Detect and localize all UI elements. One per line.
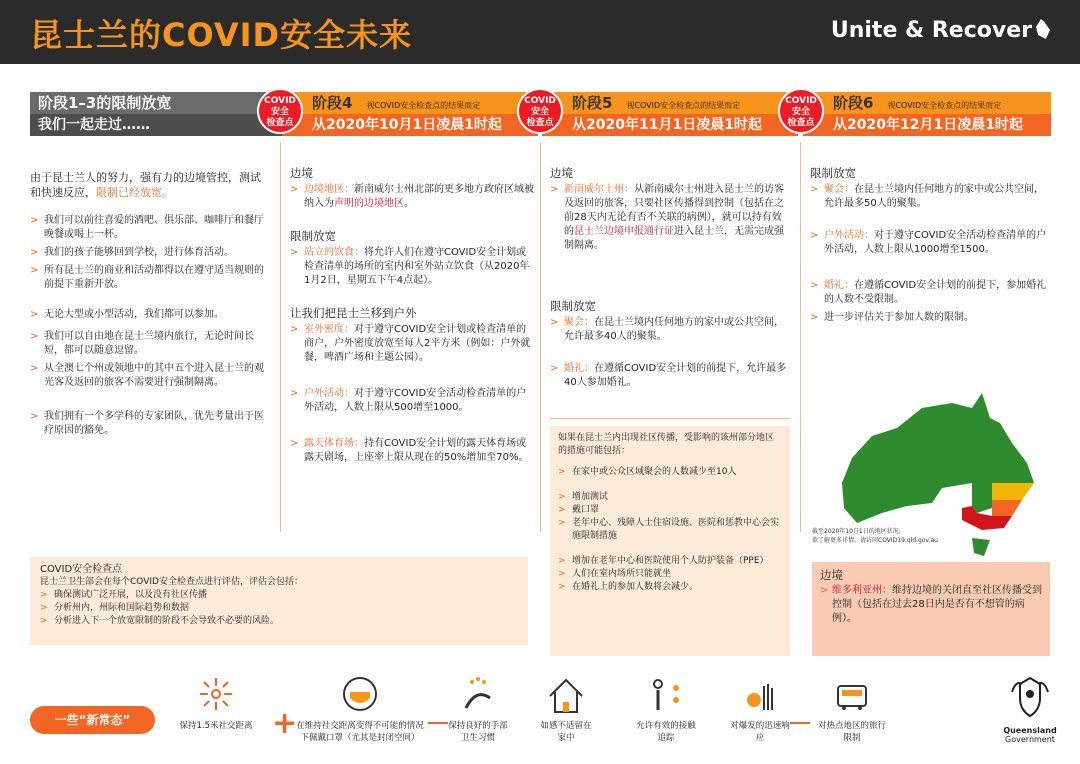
queensland-map-icon xyxy=(1036,19,1050,39)
list-item: > 户外活动：对于遵守COVID安全活动检查清单的户外活动，人数上限从1000增至1500。 xyxy=(810,229,1050,257)
community-spread-box xyxy=(550,426,790,656)
list-item: > 婚礼：在遵循COVID安全计划的前提下，允许最多40人参加婚礼。 xyxy=(550,362,790,390)
box-intro: 如果在昆士兰内出现社区传播，受影响的该州部分地区的措施可能包括： xyxy=(558,433,775,456)
footer-item xyxy=(538,670,594,744)
stage-4-title: 阶段4 xyxy=(312,94,353,112)
stage-4-column xyxy=(290,150,534,469)
stage-5-band xyxy=(542,92,798,136)
intro-text: 由于昆士兰人的努力，强有力的边境管控，测试和快速反应，限制已经放宽。 xyxy=(30,171,261,199)
stage-6-title: 阶段6 xyxy=(833,94,874,112)
stage-1-3-column xyxy=(30,150,270,442)
brand-logo xyxy=(831,18,1050,43)
list-item: > 分析进入下一个放宽限制的阶段不会导致不必要的风险。 xyxy=(40,615,518,628)
victoria-border-box xyxy=(812,562,1050,656)
list-item: > 我们可以自由地在昆士兰境内旅行，无论时间长短，都可以随意逗留。 xyxy=(30,330,270,358)
footer-item xyxy=(176,670,256,732)
map-tas xyxy=(972,538,990,556)
stage-5-column xyxy=(550,150,790,394)
mask-icon xyxy=(296,670,424,716)
list-item: > 老年中心、残障人士住宿设施、医院和惩教中心会实施限制措施 xyxy=(558,517,782,543)
list-item: > 进一步评估关于参加人数的限制。 xyxy=(810,311,1050,325)
virus-hand-icon xyxy=(730,670,790,716)
header-bar xyxy=(0,0,1080,64)
stage-6-note: 视COVID安全检查点的结果而定 xyxy=(887,101,1002,110)
divider xyxy=(540,142,541,532)
limits-heading: 限制放宽 xyxy=(810,166,856,180)
home-icon xyxy=(538,670,594,716)
stage-4-band xyxy=(282,92,538,136)
stage-4-note: 视COVID安全检查点的结果而定 xyxy=(366,101,481,110)
map-note: 截至2020年10月1日的地区状况。 欲了解更多详情，请访问COVID19.qld.gov.au xyxy=(812,528,938,544)
covid-checkpoint-badge: COVID 安全 检查点 xyxy=(517,88,563,134)
contact-tracing-icon xyxy=(634,670,698,716)
list-item: > 在家中或公众区域聚会的人数减少至10人 xyxy=(558,466,782,479)
list-item: > 聚会：在昆士兰境内任何地方的家中或公共空间，允许最多40人的聚集。 xyxy=(550,316,790,344)
map-nsw-yellow xyxy=(992,483,1034,500)
map-qld xyxy=(972,393,1034,483)
footer-item-label: 允许有效的接触追踪 xyxy=(636,721,696,743)
list-item: > 聚会：在昆士兰境内任何地方的家中或公共空间，允许最多50人的聚集。 xyxy=(810,183,1050,211)
distance-icon xyxy=(176,670,256,716)
list-item: > 无论大型或小型活动，我们都可以参加。 xyxy=(30,308,270,322)
footer-item-label: 在维持社交距离变得不可能的情况下佩戴口罩（尤其是封闭空间） xyxy=(296,721,424,743)
list-item: > 新南威尔士州：从新南威尔士州进入昆士兰的访客及返回的旅客，只要社区传播得到控制（包括在之前28天内无论有否不关联的病例），就可以持有效的昆士兰边境申报通行证进入昆士兰，无需完成强制隔离。 xyxy=(550,183,790,253)
brand-text: Unite & Recover xyxy=(830,18,1032,43)
covid-checkpoint-badge: COVID 安全 检查点 xyxy=(257,88,303,134)
footer-item xyxy=(296,670,424,744)
coat-of-arms-icon xyxy=(1006,672,1054,724)
stage-5-title: 阶段5 xyxy=(572,94,613,112)
list-item: > 所有昆士兰的商业和活动都得以在遵守适当规则的前提下重新开放。 xyxy=(30,264,270,292)
list-item: > 婚礼：在遵循COVID安全计划的前提下，参加婚礼的人数不受限制。 xyxy=(810,279,1050,307)
stage-6-column xyxy=(810,150,1050,329)
stage-5-note: 视COVID安全检查点的结果而定 xyxy=(626,101,741,110)
stage-4-date: 从2020年10月1日凌晨1时起 xyxy=(282,114,538,136)
stage-1-3-title: 阶段1–3的限制放宽 xyxy=(30,92,282,114)
footer-item-label: 对热点地区的旅行限制 xyxy=(817,721,886,743)
footer-item xyxy=(730,670,790,744)
stage-1-3-subtitle: 我们一起走过…… xyxy=(30,114,282,136)
divider xyxy=(428,722,448,724)
stage-6-date: 从2020年12月1日凌晨1时起 xyxy=(803,114,1051,136)
limits-heading: 限制放宽 xyxy=(290,229,336,243)
footer-item-label: 如感不适留在家中 xyxy=(540,721,592,743)
list-item: > 我们可以前往喜爱的酒吧、俱乐部、咖啡厅和餐厅晚餐或喝上一杯。 xyxy=(30,214,270,242)
list-item: > 站立的饮食：将允许人们在遵守COVID安全计划或检查清单的场所的室内和室外站立饮食（从2020年1月2日，星期五下午4点起）。 xyxy=(290,246,534,288)
plus-icon: + xyxy=(272,706,298,741)
bus-icon xyxy=(816,670,888,716)
footer-item xyxy=(634,670,698,744)
list-item: > 人们在室内场所只能就坐 xyxy=(558,568,782,581)
list-item: > 在婚礼上的参加人数将会减少。 xyxy=(558,581,782,594)
list-item: > 边境地区：新南威尔士州北部的更多地方政府区域被纳入为声明的边境地区。 xyxy=(290,183,534,211)
hand-wash-icon xyxy=(446,670,510,716)
list-item: > 增加在老年中心和医院使用个人防护装备（PPE） xyxy=(558,555,782,568)
map-nsw-orange xyxy=(992,500,1022,516)
new-normal-footer xyxy=(0,670,1080,764)
checkpoint-intro: 昆士兰卫生部会在每个COVID安全检查点进行评估，评估会包括： xyxy=(40,577,303,587)
list-item: > 确保测试广泛开展，以及没有社区传播 xyxy=(40,589,518,602)
checkpoint-box xyxy=(30,557,528,645)
divider xyxy=(800,142,801,532)
queensland-government-logo: Queensland Government xyxy=(1000,672,1060,744)
list-item: > 我们拥有一个多学科的专家团队，优先考量出于医疗原因的豁免。 xyxy=(30,410,270,438)
border-heading: 边境 xyxy=(550,166,573,180)
list-item: > 从全澳七个州或领地中的其中五个进入昆士兰的观光客及返回的旅客不需要进行强制隔离。 xyxy=(30,362,270,390)
border-heading: 边境 xyxy=(820,568,843,582)
footer-item-label: 保持良好的手部卫生习惯 xyxy=(448,721,508,743)
covid-checkpoint-badge: COVID 安全 检查点 xyxy=(778,88,824,134)
stage-5-date: 从2020年11月1日凌晨1时起 xyxy=(542,114,798,136)
page-title: 昆士兰的COVID安全未来 xyxy=(30,16,413,54)
stage-1-3-band xyxy=(30,92,282,136)
list-item: > 室外密度：对于遵守COVID安全计划或检查清单的商户，户外密度放宽至每人2平方米（例如：户外就餐，啤酒广场和主题公园）。 xyxy=(290,323,534,365)
divider xyxy=(790,722,810,724)
list-item: > 我们的孩子能够回到学校，进行体育活动。 xyxy=(30,246,270,260)
footer-item xyxy=(816,670,888,744)
list-item: > 分析州内，州际和国际趋势和数据 xyxy=(40,602,518,615)
divider xyxy=(280,142,281,532)
map-nsw-green xyxy=(972,483,992,513)
list-item: > 戴口罩 xyxy=(558,504,782,517)
outdoor-heading: 让我们把昆士兰移到户外 xyxy=(290,306,417,320)
footer-item xyxy=(446,670,510,744)
list-item: > 增加测试 xyxy=(558,491,782,504)
new-normal-pill: 一些“新常态” xyxy=(30,706,155,734)
border-heading: 边境 xyxy=(290,166,313,180)
footer-item-label: 保持1.5米社交距离 xyxy=(179,721,253,731)
map-wa-nt-sa xyxy=(842,403,972,523)
footer-item-label: 对爆发的迅速响应 xyxy=(730,721,790,743)
checkpoint-title: COVID安全检查点 xyxy=(40,564,123,575)
divider xyxy=(550,418,790,419)
list-item: > 维多利亚州：维持边境的关闭直至社区传播受到控制（包括在过去28日内是否有不想管的病例）。 xyxy=(820,585,1042,624)
stage-6-band xyxy=(803,92,1051,136)
list-item: > 露天体育场：持有COVID安全计划的露天体育场或露天剧场，上座率上限从现在的50%增加至70%。 xyxy=(290,437,534,465)
list-item: > 户外活动：对于遵守COVID安全活动检查清单的户外活动，人数上限从500增至1000。 xyxy=(290,387,534,415)
limits-heading: 限制放宽 xyxy=(550,299,596,313)
